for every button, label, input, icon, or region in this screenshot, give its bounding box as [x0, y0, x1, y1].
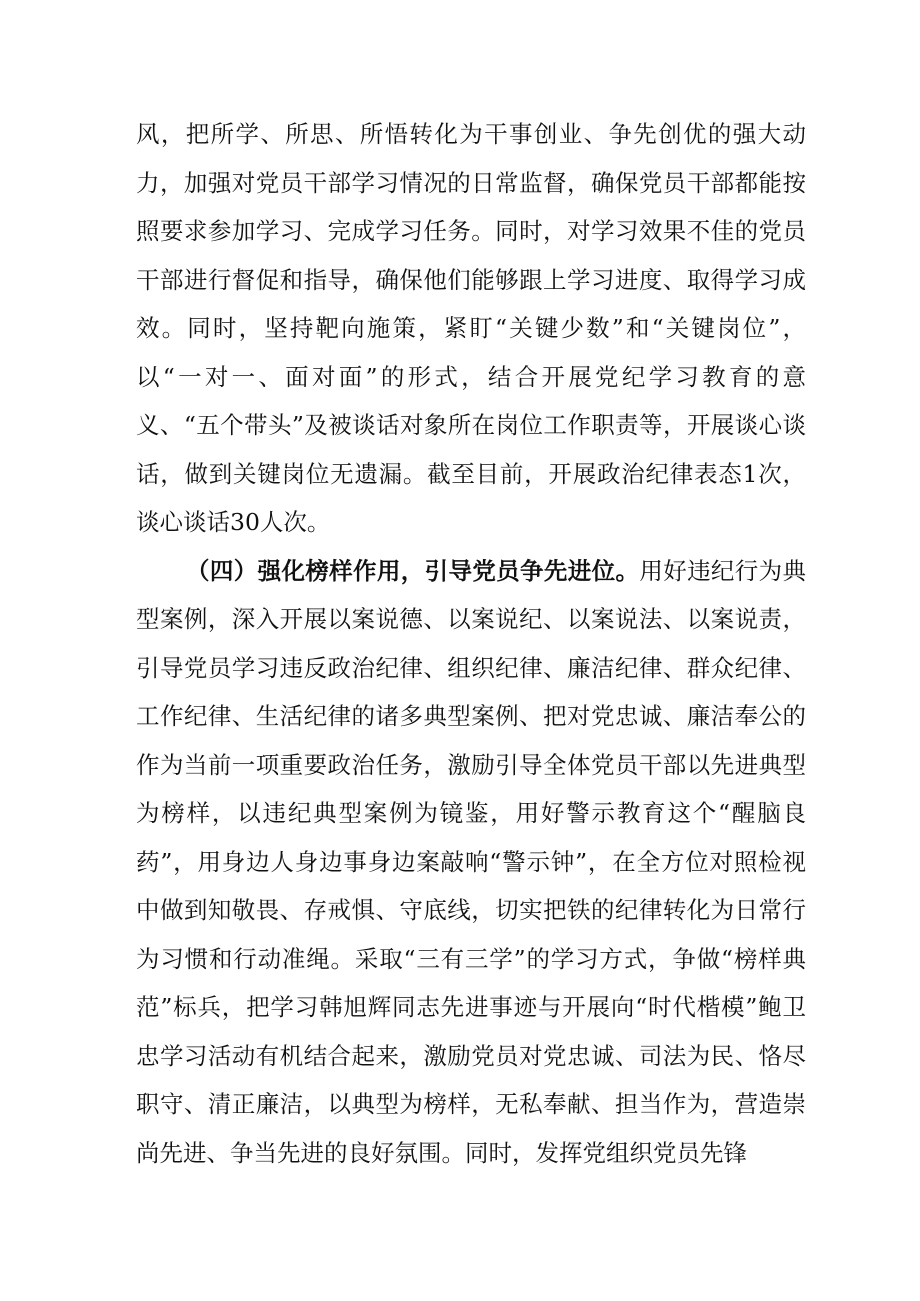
paragraph-2-body: 用好违纪行为典型案例，深入开展以案说德、以案说纪、以案说法、以案说责，引导党员学习违反政治纪律、组织纪律、廉洁纪律、群众纪律、工作纪律、生活纪律的诸多典型案例、把对党忠诚、廉洁奉公的作为当前一项重要政治任务，激励引导全体党员干部以先进典型为榜样，以违纪典型案例为镜鉴，用好警示教育这个“醒脑良药”，用身边人身边事身边案敲响“警示钟”，在全方位对照检视中做到知敬畏、存戒惧、守底线，切实把铁的纪律转化为日常行为习惯和行动准绳。采取“三有三学”的学习方式，争做“榜样典范”标兵，把学习韩旭辉同志先进事迹与开展向“时代楷模”鲍卫忠学习活动有机结合起来，激励党员对党忠诚、司法为民、恪尽职守、清正廉洁，以典型为榜样，无私奉献、担当作为，营造崇尚先进、争当先进的良好氛围。同时，发挥党组织党员先锋 — [136, 556, 807, 1167]
paragraph-1: 风，把所学、所思、所悟转化为干事创业、争先创优的强大动力，加强对党员干部学习情况的日常监督，确保党员干部都能按照要求参加学习、完成学习任务。同时，对学习效果不佳的党员干部进行督促和指导，确保他们能够跟上学习进度、取得学习成效。同时，坚持靶向施策，紧盯“关键少数”和“关键岗位”，以“一对一、面对面”的形式，结合开展党纪学习教育的意义、“五个带头”及被谈话对象所在岗位工作职责等，开展谈心谈话，做到关键岗位无遗漏。截至目前，开展政治纪律表态1次，谈心谈话30人次。 — [136, 120, 806, 536]
paragraph-2 — [136, 547, 806, 1178]
document-body — [136, 110, 806, 1177]
section-heading-4: （四）强化榜样作用，引导党员争先进位。 — [186, 556, 640, 585]
